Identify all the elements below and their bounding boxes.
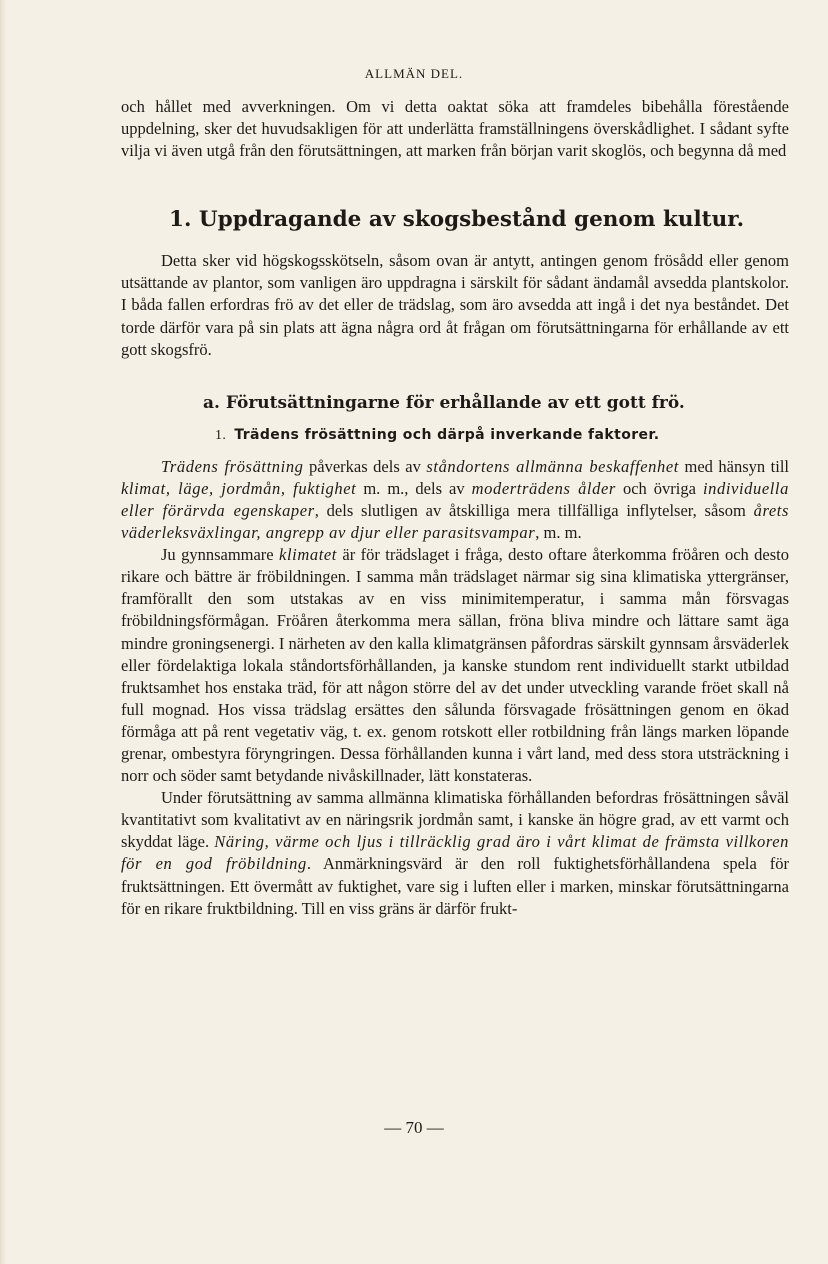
text-run: . Anmärkningsvärd är den roll fuktighetsförhållandena spela för fruktsättningen. Ett övermått av fuktighet, vare sig i luften eller i marken, minskar förutsättningarna för en rikare fruktbildning. Till en viss gräns är därför frukt- <box>121 854 790 918</box>
emphasis: Näring, värme och ljus i tillräcklig grad äro i vårt klimat de främsta villkoren för en god fröbildning <box>121 832 789 874</box>
running-head: ALLMÄN DEL. <box>364 66 464 81</box>
text-run: m. m., dels av <box>356 478 472 498</box>
emphasis: individuella eller förärvda egenskaper <box>121 478 789 520</box>
sub-subsection-heading <box>121 425 789 446</box>
text-run: , m. m. <box>535 523 582 543</box>
text-run: , dels slutligen av åtskilliga mera tillfälliga inflytelser, såsom <box>314 500 754 520</box>
text-run: Under förutsättning av samma allmänna klimatiska förhållanden befordras frösättningen såväl kvantitativt som kvalitativt av en näringsrik jordmån samt, i kanske än högre grad, av ett varmt och skyddat läge. <box>121 788 789 852</box>
emphasis: klimat, läge, jordmån, fuktighet <box>121 478 357 498</box>
paragraph-3 <box>121 544 789 787</box>
heading-text: Trädens frösättning och därpå inverkande faktorer. <box>234 426 660 443</box>
paragraph-4 <box>121 787 789 920</box>
paragraph-2 <box>121 456 789 544</box>
text-run: med hänsyn till <box>678 456 789 476</box>
page-number: — 70 — <box>384 1118 444 1137</box>
text-run: är för trädslaget i fråga, desto oftare återkomma fröåren och desto rikare och bättre är fröbildningen. I samma mån trädslaget närmar sig sina klimatiska yttergränser, framförallt den som utstakas av en viss minimitemperatur, i samma mån försvagas fröbildningsförmågan. Fröåren återkomma mera sällan, fröna bliva mindre och lättare samt äga mindre groningsenergi. I närheten av den kalla klimatgränsen påfordras särskilt gynnsam årsväderlek eller fördelaktiga lokala ståndortsförhållanden, ja kanske stundom rent individuellt starkt utbildad fruktsamhet hos enstaka träd, för att någon större del av det under utveckling varande fröet skall nå full mognad. Hos vissa trädslag ersättes den sålunda försvagade frösättningen genom en ökad förmåga att på rent vegetativ väg, t. ex. genom rotskott eller rotbildning från längs marken löpande grenar, ombestyra föryngringen. Dessa förhållanden kunna i vårt land, med dess stora utsträckning i norr och söder samt betydande nivåskillnader, lätt konstateras. <box>121 545 789 786</box>
intro-paragraph: och hållet med avverkningen. Om vi detta oaktat söka att framdeles bibehålla förestående uppdelning, sker det huvudsakligen för att underlätta framställningens överskådlighet. I sådant syfte vilja vi även utgå från den förutsättningen, att marken från början varit skoglös, och begynna då med <box>121 97 789 161</box>
subsection-heading: a. Förutsättningarne för erhållande av ett gott frö. <box>203 392 685 413</box>
text-run: Ju gynnsammare <box>161 545 280 565</box>
text-run: påverkas dels av <box>303 456 427 476</box>
paragraph-1: Detta sker vid högskogsskötseln, såsom ovan är antytt, antingen genom frösådd eller genom utsättande av plantor, som vanligen äro uppdragna i särskilt för sådant ändamål avsedda plantskolor. I båda fallen erfordras frö av det eller de trädslag, som äro avsedda att ingå i det nya beståndet. Det torde därför vara på sin plats att ägna några ord åt frågan om förutsättningarna för erhållande av ett gott skogsfrö. <box>121 251 789 359</box>
body-text <box>121 96 789 920</box>
heading-number: 1. <box>215 427 227 443</box>
emphasis: ståndortens allmänna beskaffenhet <box>426 456 679 476</box>
emphasis: årets väderleksväxlingar, angrepp av djur eller parasitsvampar <box>121 500 789 543</box>
emphasis: moderträdens ålder <box>471 478 616 498</box>
emphasis: Trädens frösättning <box>161 456 304 476</box>
section-heading: 1. Uppdragande av skogsbestånd genom kultur. <box>169 207 745 233</box>
emphasis: klimatet <box>279 545 337 565</box>
text-run: och övriga <box>615 478 703 498</box>
